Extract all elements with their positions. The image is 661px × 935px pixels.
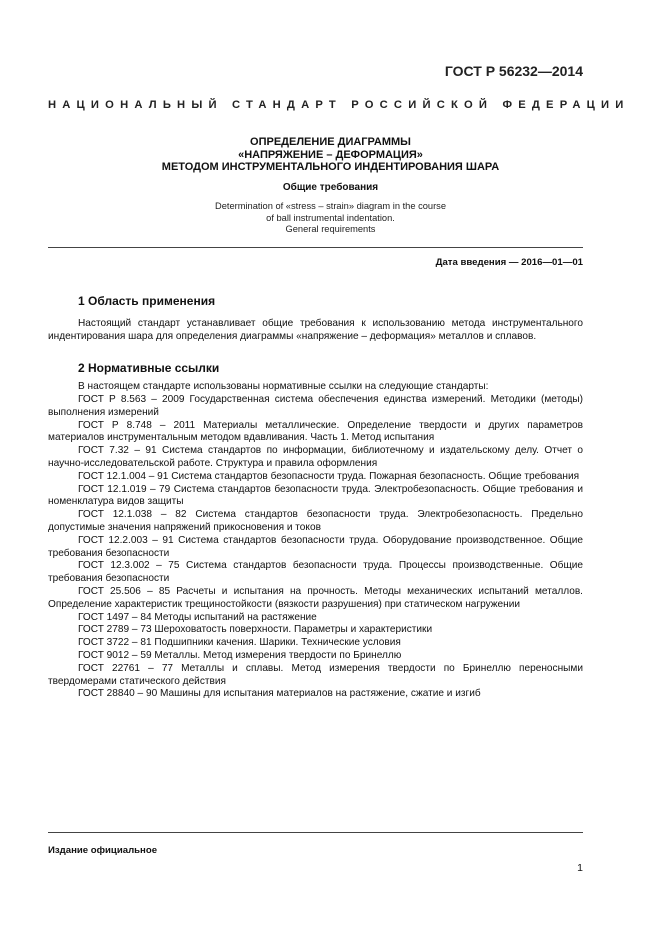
reference-item: ГОСТ 9012 – 59 Металлы. Метод измерения твердости по Бринеллю: [78, 649, 402, 661]
document-subtitle: Общие требования: [282, 182, 379, 193]
document-title: [60, 136, 601, 174]
english-title: [60, 201, 601, 236]
edition-label: Издание официальное: [48, 845, 158, 856]
reference-item: ГОСТ 25.506 – 85 Расчеты и испытания на прочность. Методы механических испытаний металлов. Определение характеристик трещиностойкости (вязкости разрушения) при статическом нагружении: [48, 585, 583, 610]
national-standard-banner: НАЦИОНАЛЬНЫЙ СТАНДАРТ РОССИЙСКОЙ ФЕДЕРАЦИИ: [48, 99, 630, 111]
english-title-line-2: of ball instrumental indentation.: [266, 212, 395, 223]
section-1-text: Настоящий стандарт устанавливает общие требования к использованию метода инструментального индентирования шара для определения диаграммы «напряжение – деформация» металлов и сплавов.: [48, 318, 583, 342]
reference-item: ГОСТ 22761 – 77 Металлы и сплавы. Метод измерения твердости по Бринеллю переносными твердомерами статического действия: [48, 662, 583, 687]
reference-item: ГОСТ 1497 – 84 Методы испытаний на растяжение: [78, 611, 317, 623]
english-title-line-3: General requirements: [285, 224, 376, 234]
footer-divider: [48, 832, 583, 833]
reference-item: ГОСТ 12.1.019 – 79 Система стандартов безопасности труда. Электробезопасность. Общие требования и номенклатура видов защиты: [48, 483, 583, 508]
reference-item: ГОСТ 28840 – 90 Машины для испытания материалов на растяжение, сжатие и изгиб: [78, 688, 481, 700]
title-line-3: МЕТОДОМ ИНСТРУМЕНТАЛЬНОГО ИНДЕНТИРОВАНИЯ ШАРА: [161, 161, 500, 173]
english-title-line-1: Determination of «stress – strain» diagram in the course: [215, 201, 446, 211]
reference-item: ГОСТ 12.1.038 – 82 Система стандартов безопасности труда. Электробезопасность. Предельно допустимые значения напряжений прикосновения и токов: [48, 509, 583, 533]
top-divider: [48, 247, 583, 248]
reference-item: ГОСТ 12.3.002 – 75 Система стандартов безопасности труда. Процессы производственные. Общие требования безопасности: [48, 560, 583, 585]
reference-item: ГОСТ 3722 – 81 Подшипники качения. Шарики. Технические условия: [78, 637, 401, 649]
reference-item: ГОСТ 7.32 – 91 Система стандартов по информации, библиотечному и издательскому делу. Отчет о научно-исследовательской работе. Структура и правила оформления: [48, 445, 583, 469]
reference-item: ГОСТ Р 8.748 – 2011 Материалы металлические. Определение твердости и других параметров материалов инструментальным методом вдавливания. Часть 1. Метод испытания: [48, 419, 583, 444]
introduction-date: Дата введения — 2016—01—01: [435, 257, 583, 268]
section-2-intro: В настоящем стандарте использованы нормативные ссылки на следующие стандарты:: [78, 381, 489, 392]
page-number: 1: [577, 862, 583, 874]
reference-item: ГОСТ 12.1.004 – 91 Система стандартов безопасности труда. Пожарная безопасность. Общие требования: [78, 470, 580, 482]
reference-item: ГОСТ Р 8.563 – 2009 Государственная система обеспечения единства измерений. Методики (методы) выполнения измерений: [48, 394, 583, 418]
normative-references-list: [48, 394, 583, 701]
reference-item: ГОСТ 12.2.003 – 91 Система стандартов безопасности труда. Оборудование производственное. Общие требования безопасности: [48, 534, 583, 559]
section-1-heading: 1 Область применения: [78, 294, 216, 308]
document-code: ГОСТ Р 56232—2014: [444, 63, 583, 79]
title-line-2: «НАПРЯЖЕНИЕ – ДЕФОРМАЦИЯ»: [238, 148, 423, 161]
reference-item: ГОСТ 2789 – 73 Шероховатость поверхности. Параметры и характеристики: [78, 624, 433, 636]
section-2-heading: 2 Нормативные ссылки: [78, 361, 220, 375]
title-line-1: ОПРЕДЕЛЕНИЕ ДИАГРАММЫ: [250, 136, 411, 148]
